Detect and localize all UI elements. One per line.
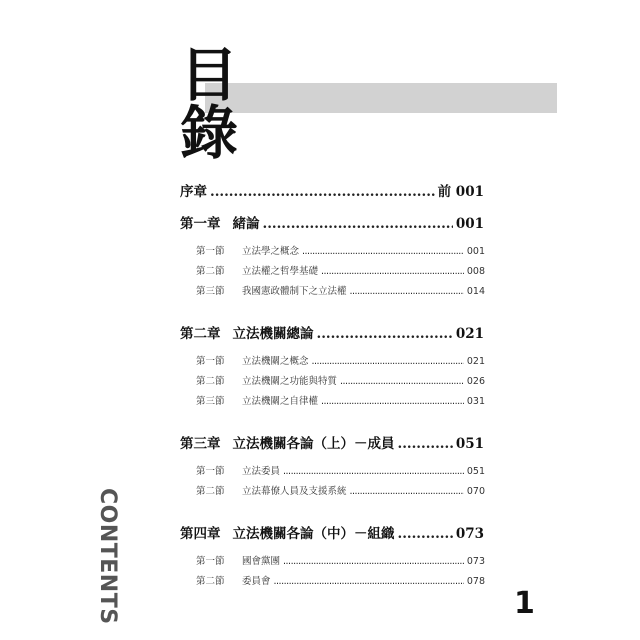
dot-leader bbox=[302, 246, 464, 257]
toc-chapter-1[interactable] bbox=[180, 212, 484, 232]
section-number: 第三節 bbox=[196, 286, 225, 297]
contents-side-label-text: CONTENTS bbox=[95, 488, 120, 625]
section-number: 第二節 bbox=[196, 376, 225, 387]
toc-section-2-1[interactable] bbox=[196, 353, 485, 367]
chapter-page: 051 bbox=[455, 436, 484, 452]
dot-leader bbox=[321, 266, 464, 277]
chapter-number: 第三章 bbox=[180, 436, 221, 452]
toc-section-4-1[interactable] bbox=[196, 553, 485, 567]
section-number: 第一節 bbox=[196, 356, 225, 367]
dot-leader bbox=[350, 286, 464, 297]
section-page: 021 bbox=[466, 356, 485, 367]
toc-chapter-4[interactable] bbox=[180, 522, 484, 542]
chapter-title: 立法機關各論（上）－成員 bbox=[232, 436, 395, 452]
section-page: 031 bbox=[466, 396, 485, 407]
toc-section-2-3[interactable] bbox=[196, 393, 485, 407]
dot-leader bbox=[283, 556, 464, 567]
section-number: 第二節 bbox=[196, 576, 225, 587]
dot-leader bbox=[210, 184, 435, 200]
section-number: 第三節 bbox=[196, 396, 225, 407]
section-page: 073 bbox=[466, 556, 485, 567]
title-underlay-bar bbox=[205, 83, 557, 113]
section-page: 008 bbox=[466, 266, 485, 277]
section-title: 委員會 bbox=[242, 576, 271, 587]
toc-chapter-2[interactable] bbox=[180, 322, 484, 342]
section-number: 第一節 bbox=[196, 466, 225, 477]
dot-leader bbox=[274, 576, 464, 587]
toc-section-3-1[interactable] bbox=[196, 463, 485, 477]
section-number: 第二節 bbox=[196, 486, 225, 497]
chapter-title: 立法機關總論 bbox=[232, 326, 314, 342]
chapter-number: 第二章 bbox=[180, 326, 221, 342]
dot-leader bbox=[321, 396, 464, 407]
toc-section-1-2[interactable] bbox=[196, 263, 485, 277]
section-title: 立法權之哲學基礎 bbox=[242, 266, 319, 277]
section-title: 立法學之概念 bbox=[242, 246, 300, 257]
dot-leader bbox=[283, 466, 464, 477]
section-page: 070 bbox=[466, 486, 485, 497]
section-title: 立法機關之自律權 bbox=[242, 396, 319, 407]
section-number: 第一節 bbox=[196, 246, 225, 257]
section-title: 國會黨團 bbox=[242, 556, 281, 567]
chapter-title: 立法機關各論（中）－組織 bbox=[232, 526, 395, 542]
section-title: 我國憲政體制下之立法權 bbox=[242, 286, 347, 297]
dot-leader bbox=[398, 436, 453, 452]
section-number: 第一節 bbox=[196, 556, 225, 567]
toc-entry-preface[interactable] bbox=[180, 180, 484, 200]
toc-section-3-2[interactable] bbox=[196, 483, 485, 497]
section-title: 立法幕僚人員及支援系統 bbox=[242, 486, 347, 497]
toc-entry-title: 序章 bbox=[180, 184, 207, 200]
toc-section-1-1[interactable] bbox=[196, 243, 485, 257]
dot-leader bbox=[312, 356, 464, 367]
chapter-number: 第一章 bbox=[180, 216, 221, 232]
section-title: 立法機關之功能與特質 bbox=[242, 376, 338, 387]
section-page: 014 bbox=[466, 286, 485, 297]
section-page: 001 bbox=[466, 246, 485, 257]
chapter-page: 001 bbox=[455, 216, 484, 232]
dot-leader bbox=[350, 486, 464, 497]
dot-leader bbox=[317, 326, 453, 342]
chapter-page: 021 bbox=[455, 326, 484, 342]
chapter-title: 緒論 bbox=[232, 216, 260, 232]
toc-chapter-3[interactable] bbox=[180, 432, 484, 452]
toc-section-2-2[interactable] bbox=[196, 373, 485, 387]
section-page: 078 bbox=[466, 576, 485, 587]
dot-leader bbox=[340, 376, 464, 387]
dot-leader bbox=[263, 216, 453, 232]
section-page: 026 bbox=[466, 376, 485, 387]
chapter-number: 第四章 bbox=[180, 526, 221, 542]
toc-section-4-2[interactable] bbox=[196, 573, 485, 587]
page-title: 目錄 bbox=[180, 41, 237, 167]
contents-side-label bbox=[95, 488, 140, 625]
section-title: 立法機關之概念 bbox=[242, 356, 309, 367]
toc-entry-page: 前 001 bbox=[437, 184, 484, 200]
section-title: 立法委員 bbox=[242, 466, 281, 477]
toc-section-1-3[interactable] bbox=[196, 283, 485, 297]
dot-leader bbox=[398, 526, 453, 542]
section-page: 051 bbox=[466, 466, 485, 477]
section-number: 第二節 bbox=[196, 266, 225, 277]
page-number: 1 bbox=[514, 586, 535, 621]
chapter-page: 073 bbox=[455, 526, 484, 542]
